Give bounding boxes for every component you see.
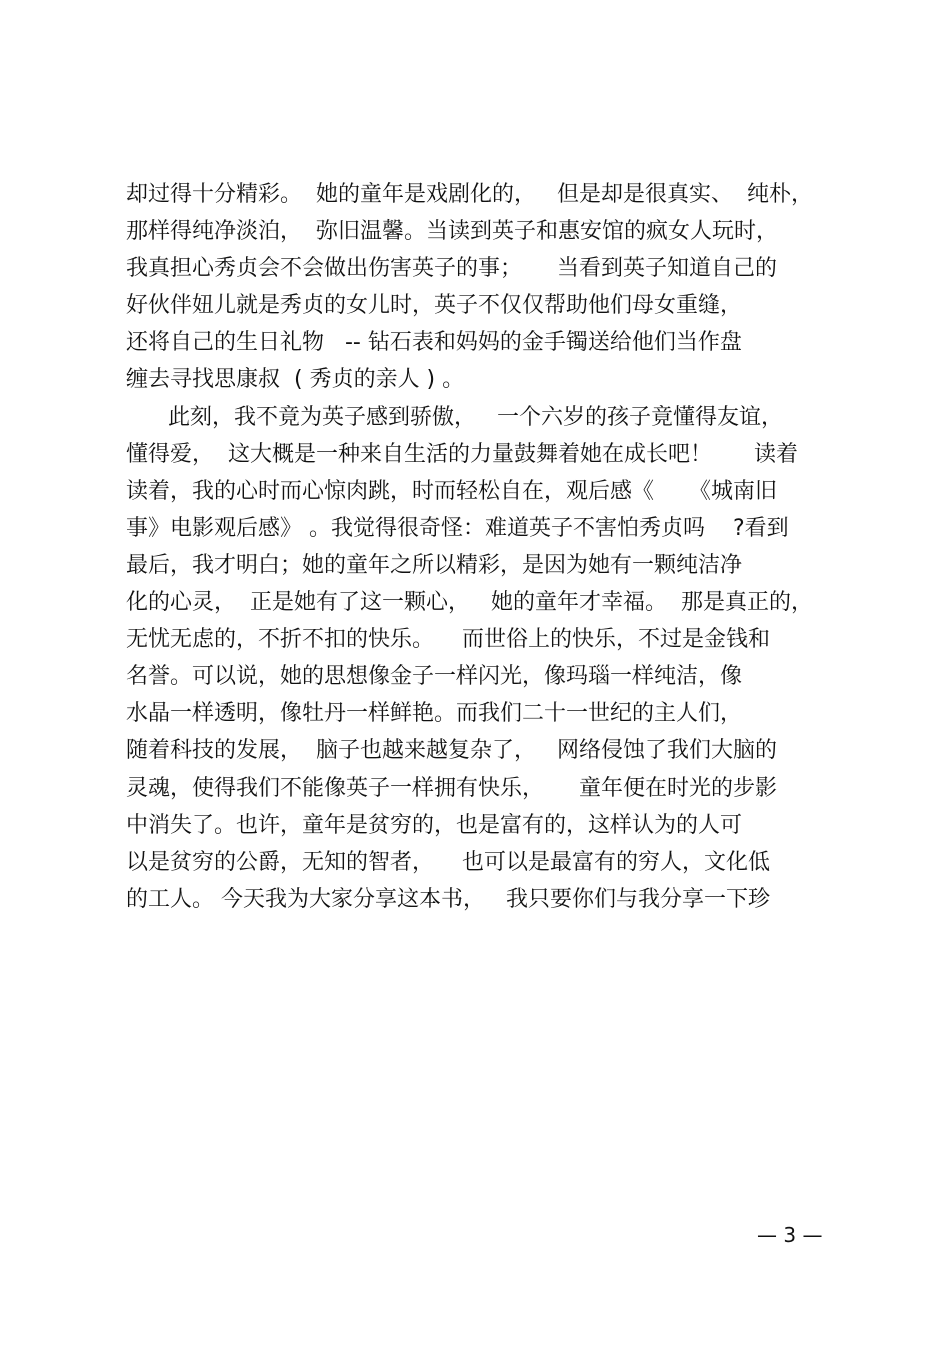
text-line: 读着，我的心时而心惊肉跳，时而轻松自在，观后感《 《城南旧 [126, 478, 777, 504]
text-line: 最后，我才明白；她的童年之所以精彩，是因为她有一颗纯洁净 [126, 552, 743, 578]
text-line: 以是贫穷的公爵，无知的智者， 也可以是最富有的穷人，文化低 [126, 849, 770, 875]
text-line: 中消失了。也许，童年是贫穷的，也是富有的，这样认为的人可 [126, 812, 743, 838]
text-line: 名誉。可以说，她的思想像金子一样闪光，像玛瑙一样纯洁，像 [126, 664, 743, 690]
text-line: 化的心灵， 正是她有了这一颗心， 她的童年才幸福。 那是真正的， [126, 590, 813, 616]
text-line: 事》电影观后感》 。我觉得很奇怪：难道英子不害怕秀贞吗 ?看到 [126, 515, 789, 541]
text-line: 那样得纯净淡泊， 弥旧温馨。当读到英子和惠安馆的疯女人玩时， [126, 219, 778, 245]
text-line: 的工人。 今天我为大家分享这本书， 我只要你们与我分享一下珍 [126, 886, 770, 912]
text-line: 还将自己的生日礼物 -- 钻石表和妈妈的金手镯送给他们当作盘 [126, 330, 742, 356]
text-line: 缠去寻找思康叔 ( 秀贞的亲人 ) 。 [126, 367, 465, 393]
text-line: 我真担心秀贞会不会做出伤害英子的事； 当看到英子知道自己的 [126, 256, 777, 282]
text-line: 随着科技的发展， 脑子也越来越复杂了， 网络侵蚀了我们大脑的 [126, 738, 777, 764]
text-line: 懂得爱， 这大概是一种来自生活的力量鼓舞着她在成长吧！ 读着 [126, 441, 798, 467]
text-line: 水晶一样透明，像牡丹一样鲜艳。而我们二十一世纪的主人们， [126, 701, 743, 727]
text-line: 无忧无虑的，不折不扣的快乐。 而世俗上的快乐，不过是金钱和 [126, 627, 770, 653]
text-line: 灵魂，使得我们不能像英子一样拥有快乐， 童年便在时光的步影 [126, 775, 777, 801]
text-line: 却过得十分精彩。 她的童年是戏剧化的， 但是却是很真实、 纯朴， [126, 182, 813, 207]
body-text [126, 176, 836, 918]
page-number: — 3 — [757, 1223, 823, 1247]
text-line: 此刻，我不竟为英子感到骄傲， 一个六岁的孩子竟懂得友谊， [126, 404, 783, 430]
text-line: 好伙伴妞儿就是秀贞的女儿时，英子不仅仅帮助他们母女重缝， [126, 293, 743, 319]
